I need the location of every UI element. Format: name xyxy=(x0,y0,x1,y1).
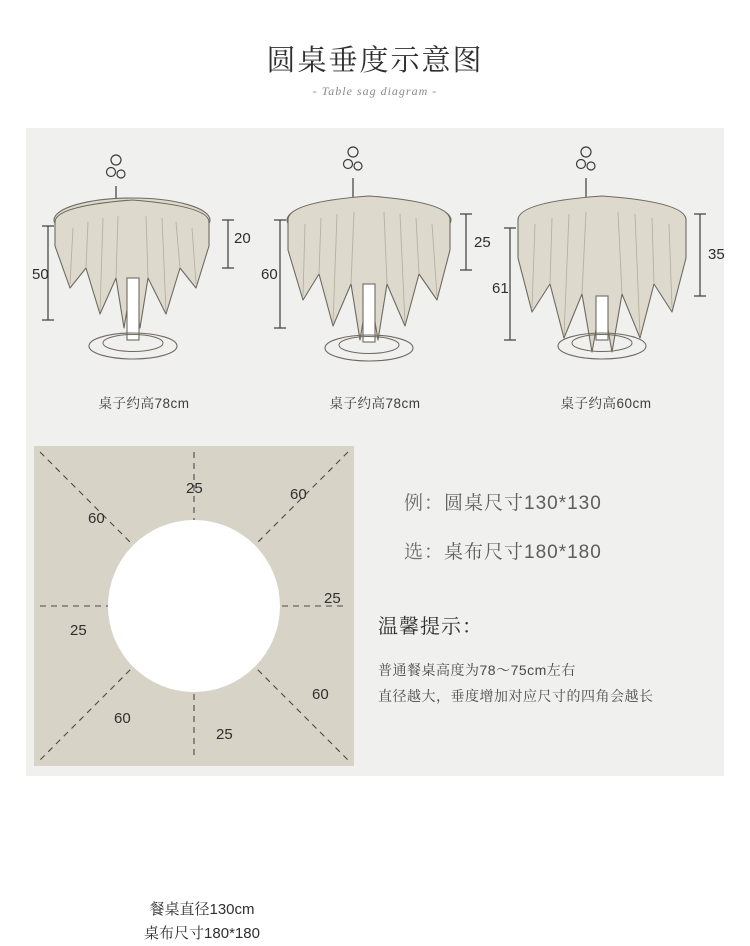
header xyxy=(0,0,750,128)
table-caption-1: 桌子约高78cm xyxy=(98,396,190,411)
table-drawing-3-svg xyxy=(490,128,722,388)
example-line-1-lead: 例： xyxy=(404,493,445,514)
drop-label-3: 35 xyxy=(708,246,725,263)
cloth-mark-top-left: 25 xyxy=(186,480,203,497)
cloth-mark-bottom-left: 60 xyxy=(114,710,131,727)
example-line-1 xyxy=(404,488,704,515)
table-illustration-1 xyxy=(28,128,260,428)
example-block xyxy=(404,488,704,586)
tables-row xyxy=(26,128,724,428)
cloth-mark-bottom-right: 25 xyxy=(216,726,233,743)
example-line-2-lead: 选： xyxy=(404,542,445,563)
side-label-3: 61 xyxy=(492,280,509,297)
cloth-mark-right-lower: 60 xyxy=(312,686,329,703)
cloth-mark-top-right: 60 xyxy=(290,486,307,503)
tips-line-1: 普通餐桌高度为78～75cm左右 xyxy=(378,662,576,678)
side-label-1: 50 xyxy=(32,266,49,283)
page-subtitle: - Table sag diagram - xyxy=(312,84,438,98)
example-line-2-text: 桌布尺寸180*180 xyxy=(444,542,602,563)
table-illustration-2 xyxy=(259,128,491,428)
drop-label-1: 20 xyxy=(234,230,251,247)
table-drawing-1-svg xyxy=(28,128,260,388)
cloth-center-line2: 桌布尺寸180*180 xyxy=(144,925,260,942)
cloth-mark-left-upper: 60 xyxy=(88,510,105,527)
example-line-1-text: 圆桌尺寸130*130 xyxy=(444,493,602,514)
cloth-mark-right-upper: 25 xyxy=(324,590,341,607)
table-drawing-2-svg xyxy=(259,128,491,388)
diagram-panel xyxy=(26,128,725,942)
table-illustration-3 xyxy=(490,128,725,428)
example-line-2 xyxy=(404,537,704,564)
side-label-2: 60 xyxy=(261,266,278,283)
drop-label-2: 25 xyxy=(474,234,491,251)
tips-line-2: 直径越大，垂度增加对应尺寸的四角会越长 xyxy=(378,688,654,704)
tips-title: 温馨提示： xyxy=(378,616,483,638)
page-title: 圆桌垂度示意图 xyxy=(266,45,484,77)
table-caption-3: 桌子约高60cm xyxy=(560,396,652,411)
cloth-center-line1: 餐桌直径130cm xyxy=(149,901,255,918)
table-caption-2: 桌子约高78cm xyxy=(329,396,421,411)
cloth-center-text xyxy=(122,898,282,946)
tips-block xyxy=(378,610,708,709)
cloth-mark-left-lower: 25 xyxy=(70,622,87,639)
